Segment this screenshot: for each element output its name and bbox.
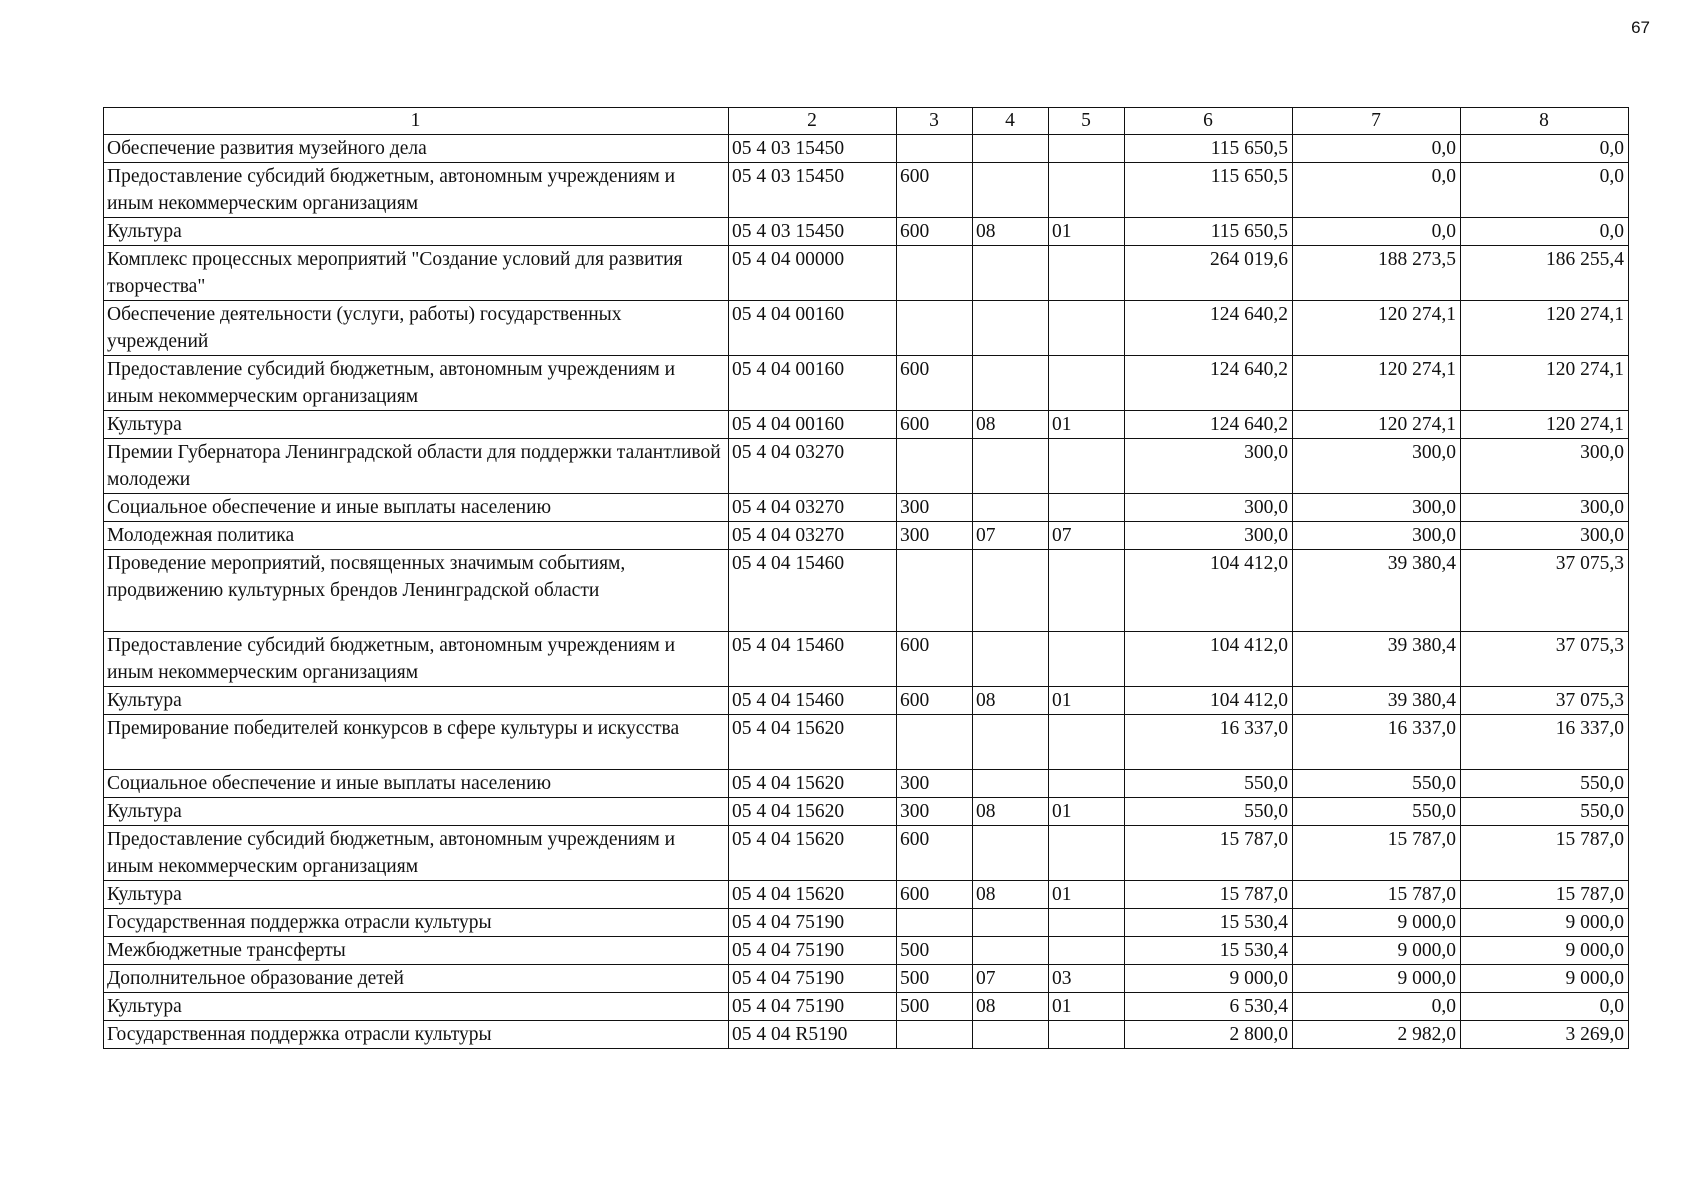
cell-section: 08 <box>973 993 1049 1021</box>
cell-subsection <box>1049 909 1125 937</box>
header-col-7: 7 <box>1293 108 1461 135</box>
cell-subsection <box>1049 494 1125 522</box>
cell-section: 08 <box>973 687 1049 715</box>
cell-name: Премии Губернатора Ленинградской области для поддержки талантливой молодежи <box>104 439 729 494</box>
cell-expense-type: 600 <box>897 687 973 715</box>
cell-name: Молодежная политика <box>104 522 729 550</box>
cell-name: Культура <box>104 411 729 439</box>
cell-section <box>973 494 1049 522</box>
cell-subsection: 03 <box>1049 965 1125 993</box>
cell-section: 08 <box>973 218 1049 246</box>
cell-amount-col7: 9 000,0 <box>1293 965 1461 993</box>
cell-subsection <box>1049 439 1125 494</box>
cell-code: 05 4 04 15460 <box>729 632 897 687</box>
cell-amount-col6: 264 019,6 <box>1125 246 1293 301</box>
cell-section <box>973 909 1049 937</box>
cell-amount-col6: 550,0 <box>1125 798 1293 826</box>
budget-table <box>103 107 1629 1049</box>
header-col-5: 5 <box>1049 108 1125 135</box>
header-col-4: 4 <box>973 108 1049 135</box>
cell-name: Проведение мероприятий, посвященных значимым событиям, продвижению культурных брендов Ленинградской области <box>104 550 729 632</box>
cell-section <box>973 356 1049 411</box>
cell-amount-col8: 37 075,3 <box>1461 632 1629 687</box>
cell-amount-col8: 120 274,1 <box>1461 411 1629 439</box>
table-row <box>104 993 1629 1021</box>
cell-subsection: 01 <box>1049 881 1125 909</box>
cell-expense-type: 600 <box>897 632 973 687</box>
cell-amount-col8: 37 075,3 <box>1461 687 1629 715</box>
cell-section <box>973 246 1049 301</box>
cell-amount-col6: 300,0 <box>1125 439 1293 494</box>
cell-code: 05 4 04 R5190 <box>729 1021 897 1049</box>
table-row <box>104 356 1629 411</box>
cell-subsection <box>1049 301 1125 356</box>
cell-amount-col7: 120 274,1 <box>1293 301 1461 356</box>
cell-section: 08 <box>973 881 1049 909</box>
cell-name: Обеспечение развития музейного дела <box>104 135 729 163</box>
cell-expense-type <box>897 135 973 163</box>
table-row <box>104 798 1629 826</box>
cell-name: Межбюджетные трансферты <box>104 937 729 965</box>
cell-code: 05 4 04 15620 <box>729 770 897 798</box>
header-col-1: 1 <box>104 108 729 135</box>
cell-expense-type: 600 <box>897 356 973 411</box>
cell-name: Государственная поддержка отрасли культуры <box>104 1021 729 1049</box>
cell-subsection <box>1049 356 1125 411</box>
cell-code: 05 4 04 15620 <box>729 881 897 909</box>
cell-amount-col7: 16 337,0 <box>1293 715 1461 770</box>
cell-amount-col7: 188 273,5 <box>1293 246 1461 301</box>
cell-name: Государственная поддержка отрасли культуры <box>104 909 729 937</box>
cell-amount-col7: 9 000,0 <box>1293 937 1461 965</box>
cell-code: 05 4 04 00000 <box>729 246 897 301</box>
cell-amount-col8: 9 000,0 <box>1461 965 1629 993</box>
table-row <box>104 218 1629 246</box>
table-row <box>104 411 1629 439</box>
cell-name: Социальное обеспечение и иные выплаты населению <box>104 770 729 798</box>
cell-code: 05 4 04 75190 <box>729 965 897 993</box>
header-col-6: 6 <box>1125 108 1293 135</box>
cell-subsection <box>1049 937 1125 965</box>
table-row <box>104 550 1629 632</box>
cell-amount-col8: 9 000,0 <box>1461 937 1629 965</box>
cell-amount-col7: 0,0 <box>1293 993 1461 1021</box>
table-row <box>104 881 1629 909</box>
cell-code: 05 4 04 75190 <box>729 909 897 937</box>
cell-amount-col8: 300,0 <box>1461 494 1629 522</box>
cell-amount-col8: 3 269,0 <box>1461 1021 1629 1049</box>
cell-amount-col6: 124 640,2 <box>1125 411 1293 439</box>
cell-amount-col8: 15 787,0 <box>1461 881 1629 909</box>
cell-code: 05 4 03 15450 <box>729 218 897 246</box>
cell-expense-type: 600 <box>897 411 973 439</box>
cell-amount-col6: 300,0 <box>1125 522 1293 550</box>
cell-section <box>973 135 1049 163</box>
cell-amount-col6: 115 650,5 <box>1125 135 1293 163</box>
cell-amount-col7: 15 787,0 <box>1293 881 1461 909</box>
cell-code: 05 4 04 00160 <box>729 301 897 356</box>
cell-amount-col6: 300,0 <box>1125 494 1293 522</box>
cell-section <box>973 770 1049 798</box>
cell-expense-type <box>897 715 973 770</box>
cell-expense-type: 500 <box>897 993 973 1021</box>
cell-section: 07 <box>973 522 1049 550</box>
cell-amount-col8: 550,0 <box>1461 770 1629 798</box>
cell-amount-col6: 15 787,0 <box>1125 826 1293 881</box>
cell-section: 08 <box>973 411 1049 439</box>
table-body <box>104 135 1629 1049</box>
cell-section <box>973 1021 1049 1049</box>
cell-amount-col6: 15 787,0 <box>1125 881 1293 909</box>
cell-amount-col8: 15 787,0 <box>1461 826 1629 881</box>
cell-expense-type: 600 <box>897 218 973 246</box>
cell-expense-type: 500 <box>897 937 973 965</box>
table-row <box>104 301 1629 356</box>
page-number: 67 <box>1631 18 1650 37</box>
cell-code: 05 4 04 75190 <box>729 993 897 1021</box>
table-row <box>104 826 1629 881</box>
header-col-2: 2 <box>729 108 897 135</box>
cell-amount-col8: 300,0 <box>1461 439 1629 494</box>
cell-amount-col8: 550,0 <box>1461 798 1629 826</box>
cell-amount-col6: 2 800,0 <box>1125 1021 1293 1049</box>
table-row <box>104 687 1629 715</box>
cell-code: 05 4 04 15460 <box>729 687 897 715</box>
table-row <box>104 163 1629 218</box>
cell-amount-col7: 300,0 <box>1293 494 1461 522</box>
cell-section: 07 <box>973 965 1049 993</box>
cell-amount-col8: 300,0 <box>1461 522 1629 550</box>
cell-section: 08 <box>973 798 1049 826</box>
cell-subsection <box>1049 715 1125 770</box>
cell-expense-type <box>897 1021 973 1049</box>
cell-subsection <box>1049 1021 1125 1049</box>
cell-subsection <box>1049 163 1125 218</box>
table-row <box>104 439 1629 494</box>
cell-name: Дополнительное образование детей <box>104 965 729 993</box>
cell-amount-col7: 39 380,4 <box>1293 632 1461 687</box>
cell-expense-type <box>897 550 973 632</box>
cell-subsection: 01 <box>1049 798 1125 826</box>
cell-expense-type: 300 <box>897 522 973 550</box>
cell-amount-col7: 0,0 <box>1293 163 1461 218</box>
cell-amount-col7: 39 380,4 <box>1293 550 1461 632</box>
cell-amount-col6: 550,0 <box>1125 770 1293 798</box>
cell-subsection <box>1049 135 1125 163</box>
cell-amount-col8: 120 274,1 <box>1461 301 1629 356</box>
cell-name: Комплекс процессных мероприятий "Создание условий для развития творчества" <box>104 246 729 301</box>
cell-section <box>973 550 1049 632</box>
cell-code: 05 4 04 15620 <box>729 826 897 881</box>
cell-code: 05 4 03 15450 <box>729 163 897 218</box>
cell-section <box>973 439 1049 494</box>
cell-amount-col7: 300,0 <box>1293 522 1461 550</box>
cell-section <box>973 937 1049 965</box>
cell-subsection: 01 <box>1049 687 1125 715</box>
table-row <box>104 909 1629 937</box>
cell-amount-col6: 6 530,4 <box>1125 993 1293 1021</box>
cell-expense-type: 600 <box>897 881 973 909</box>
cell-name: Предоставление субсидий бюджетным, автономным учреждениям и иным некоммерческим организациям <box>104 632 729 687</box>
cell-amount-col8: 0,0 <box>1461 218 1629 246</box>
cell-name: Предоставление субсидий бюджетным, автономным учреждениям и иным некоммерческим организациям <box>104 826 729 881</box>
cell-name: Премирование победителей конкурсов в сфере культуры и искусства <box>104 715 729 770</box>
cell-amount-col7: 15 787,0 <box>1293 826 1461 881</box>
cell-expense-type <box>897 301 973 356</box>
cell-amount-col8: 9 000,0 <box>1461 909 1629 937</box>
cell-amount-col6: 124 640,2 <box>1125 301 1293 356</box>
table-row <box>104 937 1629 965</box>
cell-amount-col7: 9 000,0 <box>1293 909 1461 937</box>
cell-expense-type: 600 <box>897 826 973 881</box>
cell-expense-type: 300 <box>897 770 973 798</box>
cell-code: 05 4 04 03270 <box>729 522 897 550</box>
cell-amount-col6: 115 650,5 <box>1125 163 1293 218</box>
cell-amount-col8: 16 337,0 <box>1461 715 1629 770</box>
cell-name: Обеспечение деятельности (услуги, работы) государственных учреждений <box>104 301 729 356</box>
cell-amount-col6: 15 530,4 <box>1125 909 1293 937</box>
cell-subsection: 01 <box>1049 411 1125 439</box>
cell-expense-type: 300 <box>897 798 973 826</box>
cell-amount-col6: 9 000,0 <box>1125 965 1293 993</box>
cell-name: Культура <box>104 798 729 826</box>
table-row <box>104 522 1629 550</box>
cell-amount-col7: 550,0 <box>1293 798 1461 826</box>
header-row <box>104 108 1629 135</box>
cell-amount-col8: 0,0 <box>1461 993 1629 1021</box>
cell-amount-col6: 16 337,0 <box>1125 715 1293 770</box>
cell-amount-col7: 2 982,0 <box>1293 1021 1461 1049</box>
table-row <box>104 1021 1629 1049</box>
cell-amount-col8: 120 274,1 <box>1461 356 1629 411</box>
cell-name: Культура <box>104 881 729 909</box>
cell-amount-col8: 0,0 <box>1461 163 1629 218</box>
cell-amount-col7: 300,0 <box>1293 439 1461 494</box>
cell-expense-type: 500 <box>897 965 973 993</box>
cell-name: Культура <box>104 218 729 246</box>
cell-amount-col7: 120 274,1 <box>1293 411 1461 439</box>
cell-code: 05 4 04 15620 <box>729 715 897 770</box>
cell-subsection: 01 <box>1049 218 1125 246</box>
cell-section <box>973 826 1049 881</box>
cell-expense-type <box>897 439 973 494</box>
cell-amount-col8: 0,0 <box>1461 135 1629 163</box>
cell-subsection <box>1049 550 1125 632</box>
table-row <box>104 770 1629 798</box>
cell-amount-col8: 186 255,4 <box>1461 246 1629 301</box>
cell-expense-type <box>897 909 973 937</box>
cell-name: Социальное обеспечение и иные выплаты населению <box>104 494 729 522</box>
cell-code: 05 4 04 15620 <box>729 798 897 826</box>
cell-subsection <box>1049 246 1125 301</box>
cell-subsection: 07 <box>1049 522 1125 550</box>
table-row <box>104 135 1629 163</box>
cell-amount-col7: 0,0 <box>1293 218 1461 246</box>
cell-code: 05 4 04 03270 <box>729 494 897 522</box>
cell-code: 05 4 03 15450 <box>729 135 897 163</box>
cell-expense-type <box>897 246 973 301</box>
cell-amount-col7: 39 380,4 <box>1293 687 1461 715</box>
cell-amount-col8: 37 075,3 <box>1461 550 1629 632</box>
cell-name: Культура <box>104 687 729 715</box>
table-row <box>104 246 1629 301</box>
header-col-8: 8 <box>1461 108 1629 135</box>
header-col-3: 3 <box>897 108 973 135</box>
cell-subsection <box>1049 826 1125 881</box>
cell-section <box>973 632 1049 687</box>
cell-code: 05 4 04 03270 <box>729 439 897 494</box>
cell-subsection <box>1049 632 1125 687</box>
cell-amount-col7: 120 274,1 <box>1293 356 1461 411</box>
cell-amount-col6: 104 412,0 <box>1125 687 1293 715</box>
table-header <box>104 108 1629 135</box>
table-row <box>104 965 1629 993</box>
cell-section <box>973 301 1049 356</box>
cell-amount-col6: 104 412,0 <box>1125 550 1293 632</box>
cell-amount-col6: 115 650,5 <box>1125 218 1293 246</box>
cell-code: 05 4 04 15460 <box>729 550 897 632</box>
table-row <box>104 494 1629 522</box>
cell-name: Предоставление субсидий бюджетным, автономным учреждениям и иным некоммерческим организациям <box>104 356 729 411</box>
cell-expense-type: 600 <box>897 163 973 218</box>
cell-amount-col6: 15 530,4 <box>1125 937 1293 965</box>
cell-expense-type: 300 <box>897 494 973 522</box>
cell-subsection <box>1049 770 1125 798</box>
cell-code: 05 4 04 00160 <box>729 356 897 411</box>
table-row <box>104 715 1629 770</box>
cell-subsection: 01 <box>1049 993 1125 1021</box>
cell-amount-col7: 0,0 <box>1293 135 1461 163</box>
table-row <box>104 632 1629 687</box>
cell-name: Культура <box>104 993 729 1021</box>
cell-code: 05 4 04 00160 <box>729 411 897 439</box>
cell-amount-col6: 124 640,2 <box>1125 356 1293 411</box>
cell-section <box>973 715 1049 770</box>
cell-name: Предоставление субсидий бюджетным, автономным учреждениям и иным некоммерческим организациям <box>104 163 729 218</box>
cell-amount-col6: 104 412,0 <box>1125 632 1293 687</box>
cell-code: 05 4 04 75190 <box>729 937 897 965</box>
cell-section <box>973 163 1049 218</box>
cell-amount-col7: 550,0 <box>1293 770 1461 798</box>
